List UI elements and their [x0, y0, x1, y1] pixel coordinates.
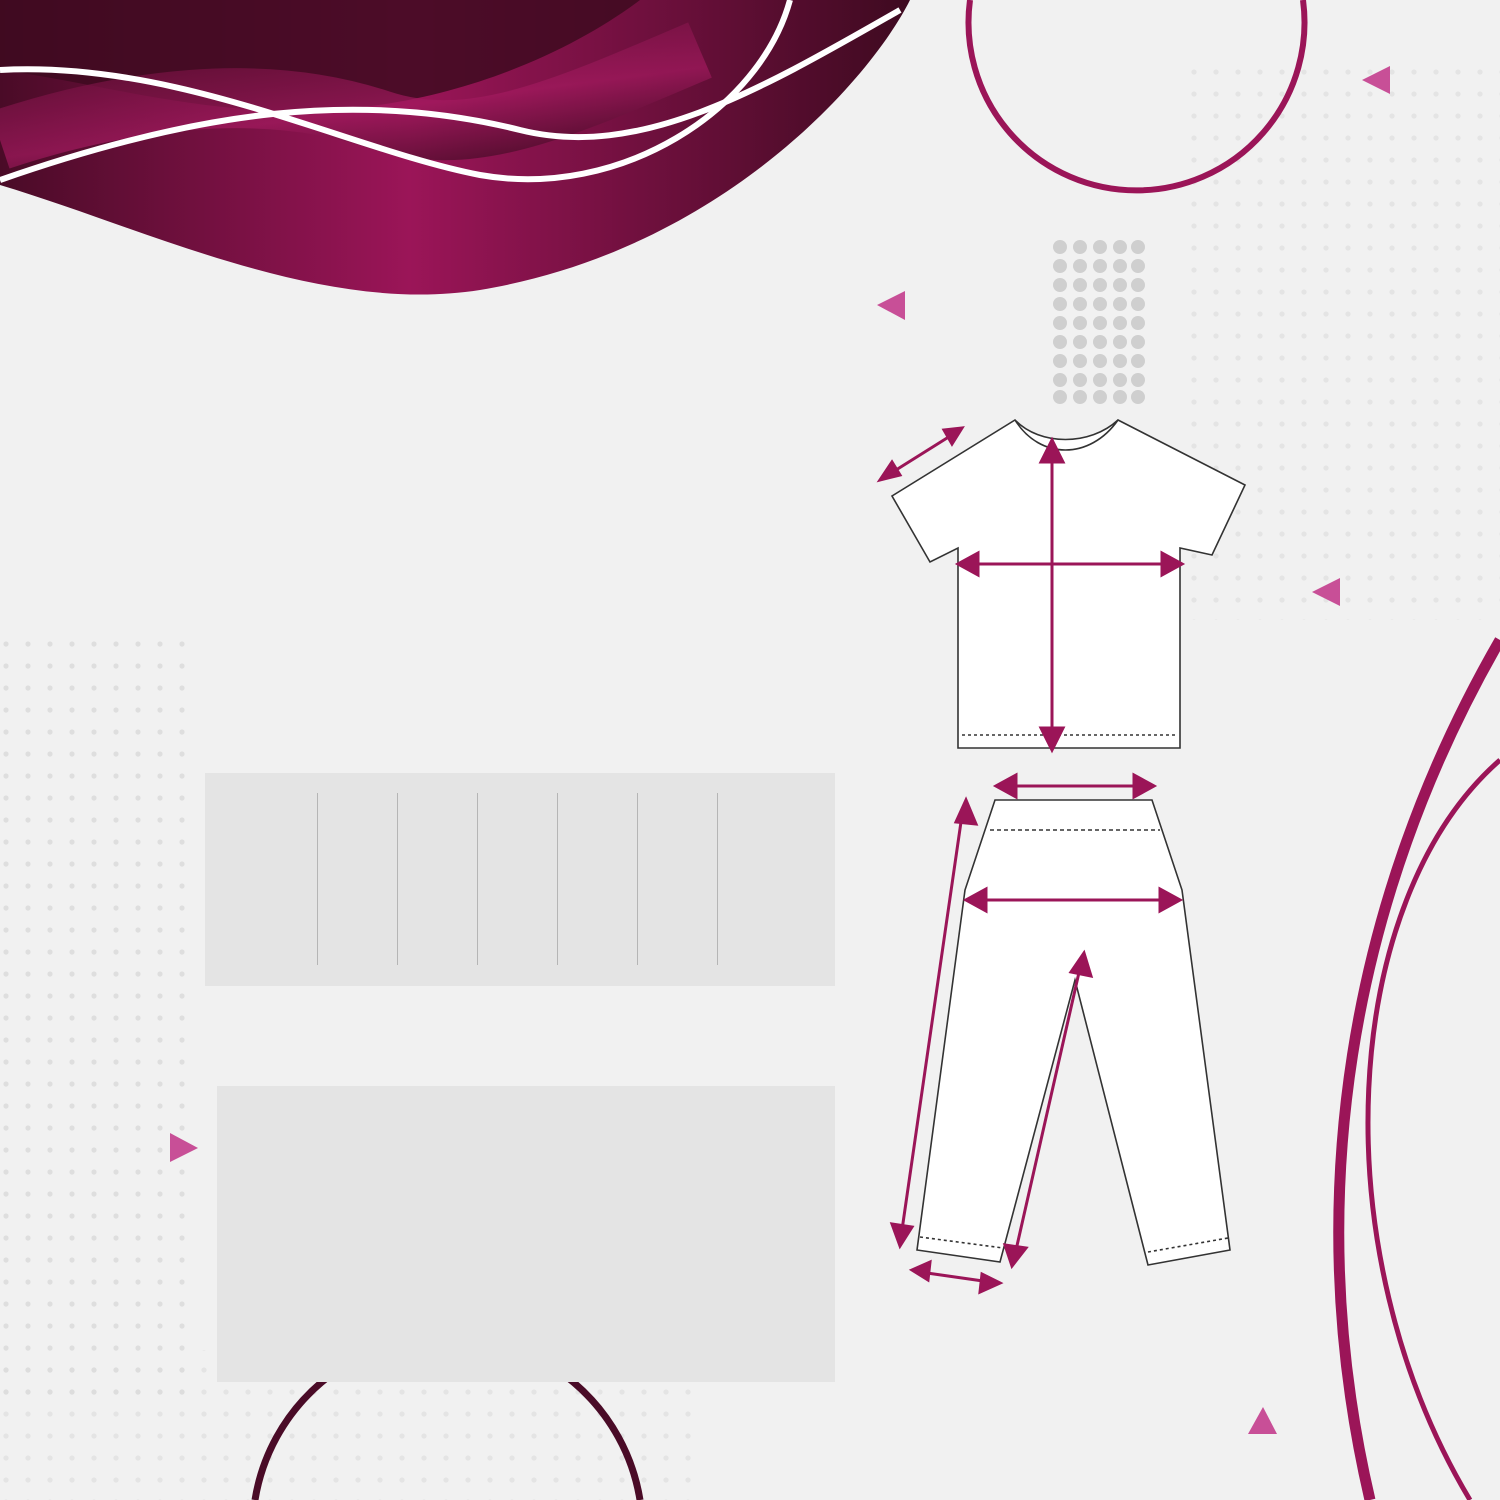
- table-column-divider: [717, 793, 718, 965]
- legend-item-a: [210, 316, 254, 352]
- pants-size-table: [217, 1086, 835, 1382]
- legend-item-e: [210, 490, 254, 526]
- legend-item-c: [210, 386, 254, 422]
- legend-item-f: [210, 526, 254, 562]
- legend-item-h: [210, 597, 254, 633]
- table-column-divider: [557, 793, 558, 965]
- table-column-divider: [397, 793, 398, 965]
- table-column-divider: [317, 793, 318, 965]
- legend-item-d: [210, 455, 254, 491]
- table-column-divider: [477, 793, 478, 965]
- table-column-divider: [637, 793, 638, 965]
- legend-item-g: [210, 562, 254, 598]
- legend-item-b: [210, 351, 254, 387]
- tshirt-size-table: [205, 773, 835, 986]
